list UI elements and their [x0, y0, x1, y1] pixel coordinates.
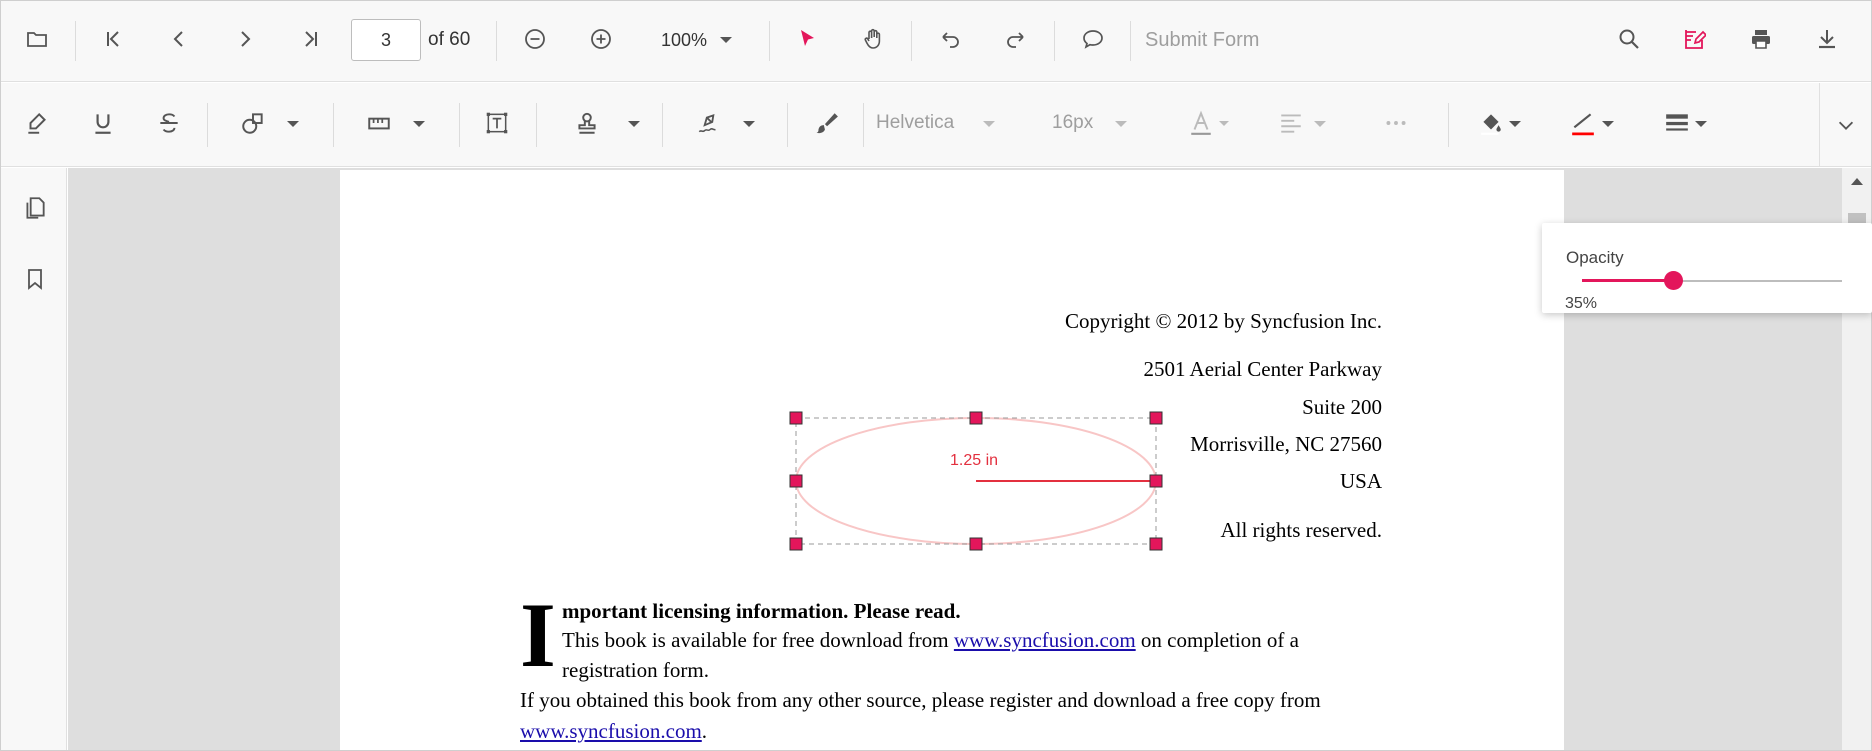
zoom-out-icon[interactable]: [515, 19, 555, 59]
font-size-dropdown[interactable]: 16px: [1052, 112, 1094, 133]
separator: [769, 21, 770, 61]
separator: [333, 103, 334, 147]
last-page-icon[interactable]: [291, 19, 331, 59]
bookmark-icon[interactable]: [17, 261, 53, 297]
signature-chevron-down-icon[interactable]: [743, 121, 755, 127]
separator: [496, 21, 497, 61]
ink-brush-icon[interactable]: [806, 103, 846, 143]
pdf-page: [340, 170, 1564, 750]
chevron-down-icon: [1835, 114, 1857, 136]
pan-hand-icon[interactable]: [853, 19, 893, 59]
rights-line: All rights reserved.: [1220, 518, 1382, 542]
resize-handle-left[interactable]: [790, 475, 802, 487]
text-align-icon[interactable]: [1271, 103, 1311, 143]
shapes-chevron-down-icon[interactable]: [287, 121, 299, 127]
separator: [75, 21, 76, 61]
syncfusion-link-2[interactable]: www.syncfusion.com: [520, 719, 702, 743]
separator: [662, 103, 663, 147]
text-align-chevron-down-icon[interactable]: [1314, 121, 1326, 127]
fill-color-chevron-down-icon[interactable]: [1509, 121, 1521, 127]
licensing-heading: mportant licensing information. Please read.: [562, 599, 961, 623]
submit-form-button[interactable]: Submit Form: [1145, 29, 1260, 51]
thickness-chevron-down-icon[interactable]: [1695, 121, 1707, 127]
page-count-label: of 60: [428, 29, 471, 50]
previous-page-icon[interactable]: [159, 19, 199, 59]
free-text-icon[interactable]: [477, 103, 517, 143]
font-size-chevron-down-icon[interactable]: [1115, 121, 1127, 127]
syncfusion-link-1[interactable]: www.syncfusion.com: [953, 628, 1136, 652]
opacity-slider-fill: [1582, 279, 1673, 282]
separator: [863, 103, 864, 147]
undo-icon[interactable]: [930, 19, 970, 59]
separator: [911, 21, 912, 61]
separator: [787, 103, 788, 147]
print-icon[interactable]: [1741, 19, 1781, 59]
font-color-icon[interactable]: [1181, 103, 1221, 143]
highlight-icon[interactable]: [17, 103, 57, 143]
font-family-dropdown[interactable]: Helvetica: [876, 112, 955, 133]
signature-icon[interactable]: [689, 103, 729, 143]
zoom-chevron-down-icon[interactable]: [720, 37, 732, 43]
separator: [459, 103, 460, 147]
download-icon[interactable]: [1807, 19, 1847, 59]
stamp-chevron-down-icon[interactable]: [628, 121, 640, 127]
resize-handle-bottom[interactable]: [970, 538, 982, 550]
shapes-icon[interactable]: [233, 103, 273, 143]
paragraph-line-2: registration form.: [562, 658, 709, 682]
open-folder-icon[interactable]: [17, 19, 57, 59]
address-line-3: Morrisville, NC 27560: [1190, 432, 1382, 456]
stroke-color-icon[interactable]: [1563, 103, 1603, 143]
stroke-color-chevron-down-icon[interactable]: [1602, 121, 1614, 127]
search-icon[interactable]: [1609, 19, 1649, 59]
separator: [1448, 103, 1449, 147]
next-page-icon[interactable]: [225, 19, 265, 59]
opacity-slider-thumb[interactable]: [1664, 271, 1683, 290]
selection-pointer-icon[interactable]: [787, 19, 827, 59]
address-line-2: Suite 200: [1302, 395, 1382, 419]
annotation-toolbar: [1, 83, 1871, 167]
address-line-1: 2501 Aerial Center Parkway: [1143, 357, 1382, 381]
paragraph-line-1-end: on completion of a: [1135, 628, 1299, 652]
drop-cap: I: [520, 584, 556, 686]
strikethrough-icon[interactable]: [149, 103, 189, 143]
first-page-icon[interactable]: [93, 19, 133, 59]
underline-icon[interactable]: [83, 103, 123, 143]
more-options-icon[interactable]: [1376, 103, 1416, 143]
opacity-value: 35%: [1565, 295, 1598, 312]
zoom-in-icon[interactable]: [581, 19, 621, 59]
resize-handle-top-left[interactable]: [790, 412, 802, 424]
redo-icon[interactable]: [996, 19, 1036, 59]
resize-handle-bottom-left[interactable]: [790, 538, 802, 550]
resize-handle-top[interactable]: [970, 412, 982, 424]
resize-handle-bottom-right[interactable]: [1150, 538, 1162, 550]
separator: [536, 103, 537, 147]
font-color-chevron-down-icon[interactable]: [1219, 121, 1229, 126]
paragraph-line-1-text: This book is available for free download from: [562, 628, 954, 652]
measure-chevron-down-icon[interactable]: [413, 121, 425, 127]
page-thumbnails-icon[interactable]: [17, 190, 53, 226]
measure-icon[interactable]: [359, 103, 399, 143]
stamp-icon[interactable]: [567, 103, 607, 143]
comment-icon[interactable]: [1073, 19, 1113, 59]
opacity-label: Opacity: [1566, 248, 1624, 267]
separator: [207, 103, 208, 147]
separator: [1054, 21, 1055, 61]
font-family-chevron-down-icon[interactable]: [983, 121, 995, 127]
toolbar-expand-button[interactable]: [1819, 83, 1871, 167]
left-navigation-pane: [1, 168, 67, 750]
fill-color-icon[interactable]: [1471, 103, 1511, 143]
zoom-dropdown[interactable]: 100%: [661, 30, 708, 50]
current-page-input[interactable]: [351, 19, 421, 61]
thickness-icon[interactable]: [1657, 103, 1697, 143]
edit-annotation-icon[interactable]: [1674, 19, 1714, 59]
country-line: USA: [1339, 469, 1382, 493]
resize-handle-top-right[interactable]: [1150, 412, 1162, 424]
scroll-up-arrow-icon[interactable]: [1851, 178, 1863, 185]
paragraph-line-3: If you obtained this book from any other source, please register and download a free copy from: [520, 688, 1321, 712]
paragraph-line-4-end: .: [701, 719, 708, 743]
separator: [1130, 21, 1131, 61]
measurement-label: 1.25 in: [950, 452, 999, 469]
main-toolbar: [1, 1, 1871, 82]
copyright-line: Copyright © 2012 by Syncfusion Inc.: [1065, 309, 1382, 333]
resize-handle-right[interactable]: [1150, 475, 1162, 487]
